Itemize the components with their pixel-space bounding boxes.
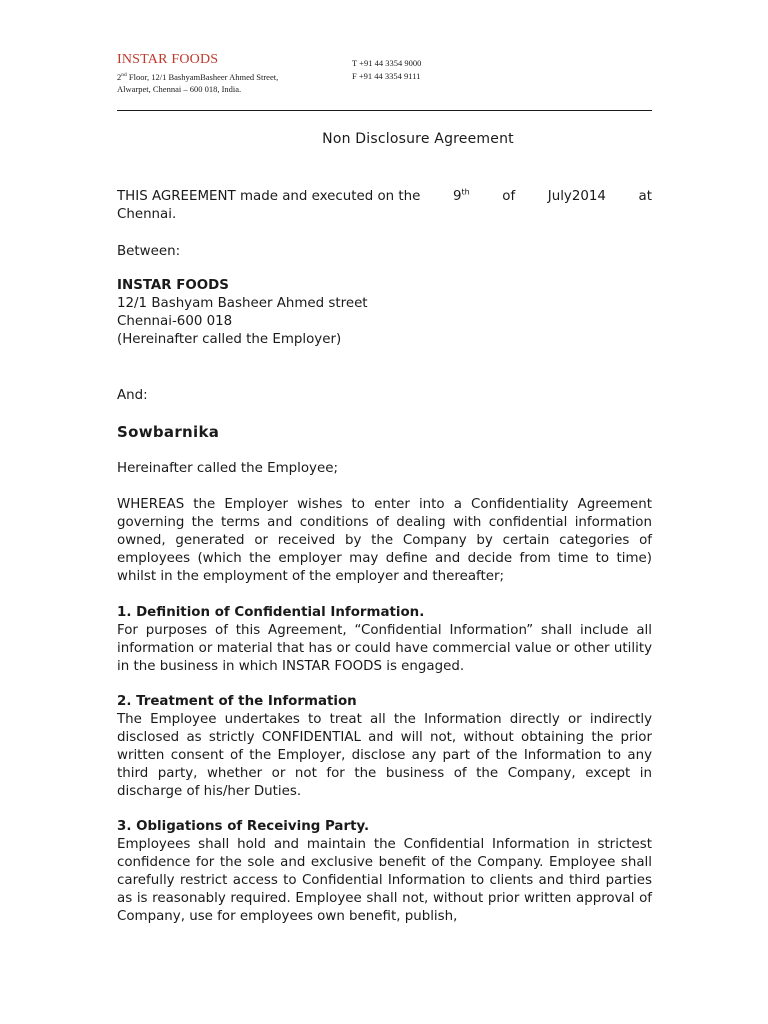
letterhead-address-line2: Alwarpet, Chennai – 600 018, India. (117, 83, 242, 94)
intro-line1: THIS AGREEMENT made and executed on the 9th of July2014 at (117, 187, 652, 204)
section-2-heading: 2. Treatment of the Information (117, 694, 357, 709)
intro-paragraph (117, 188, 652, 224)
section-1 (117, 604, 652, 676)
employee-called: Hereinafter called the Employee; (117, 461, 338, 476)
section-3-heading: 3. Obligations of Receiving Party. (117, 819, 370, 834)
letterhead-address-line1: 2nd Floor, 12/1 BashyamBasheer Ahmed Street, (117, 71, 279, 82)
section-3 (117, 818, 652, 926)
letterhead-phone: T +91 44 3354 9000 (352, 58, 422, 68)
section-1-text: For purposes of this Agreement, “Confidential Information” shall include all information or material that has or could have commercial value or other utility in the business in which INSTAR FOODS is engaged. (117, 623, 652, 674)
letterhead-address (117, 69, 278, 95)
document-title: Non Disclosure Agreement (322, 131, 514, 147)
header-divider (117, 110, 652, 111)
employee-name: Sowbarnika (117, 423, 220, 441)
section-2-text: The Employee undertakes to treat all the Information directly or indirectly disclosed as strictly CONFIDENTIAL and will not, without obtaining the prior written consent of the Employer, disclose any part of the Information to any third party, whether or not for the business of the Company, except in discharge of his/her Duties. (117, 712, 652, 799)
and-label: And: (117, 388, 148, 403)
employer-name: INSTAR FOODS (117, 278, 229, 293)
between-label: Between: (117, 244, 181, 259)
employer-called: (Hereinafter called the Employer) (117, 332, 342, 347)
section-2 (117, 693, 652, 801)
section-3-text: Employees shall hold and maintain the Confidential Information in strictest confidence for the sole and exclusive benefit of the Company. Employee shall carefully restrict access to Confidential Information to clients and third parties as is reasonably required. Employee shall not, without prior written approval of Company, use for employees own benefit, publish, (117, 837, 652, 924)
whereas-paragraph: WHEREAS the Employer wishes to enter into a Confidentiality Agreement governing the terms and conditions of dealing with confidential information owned, generated or received by the Company by certain categories of employees (which the employer may define and decide from time to time) whilst in the employment of the employer and thereafter; (117, 497, 652, 584)
letterhead-contact (352, 57, 421, 83)
intro-city: Chennai. (117, 207, 177, 222)
letterhead-fax: F +91 44 3354 9111 (352, 71, 421, 81)
letterhead-company-name: INSTAR FOODS (117, 52, 219, 67)
employer-block (117, 277, 652, 349)
employer-city: Chennai-600 018 (117, 314, 233, 329)
employer-street: 12/1 Bashyam Basheer Ahmed street (117, 296, 368, 311)
section-1-heading: 1. Definition of Confidential Information. (117, 605, 425, 620)
